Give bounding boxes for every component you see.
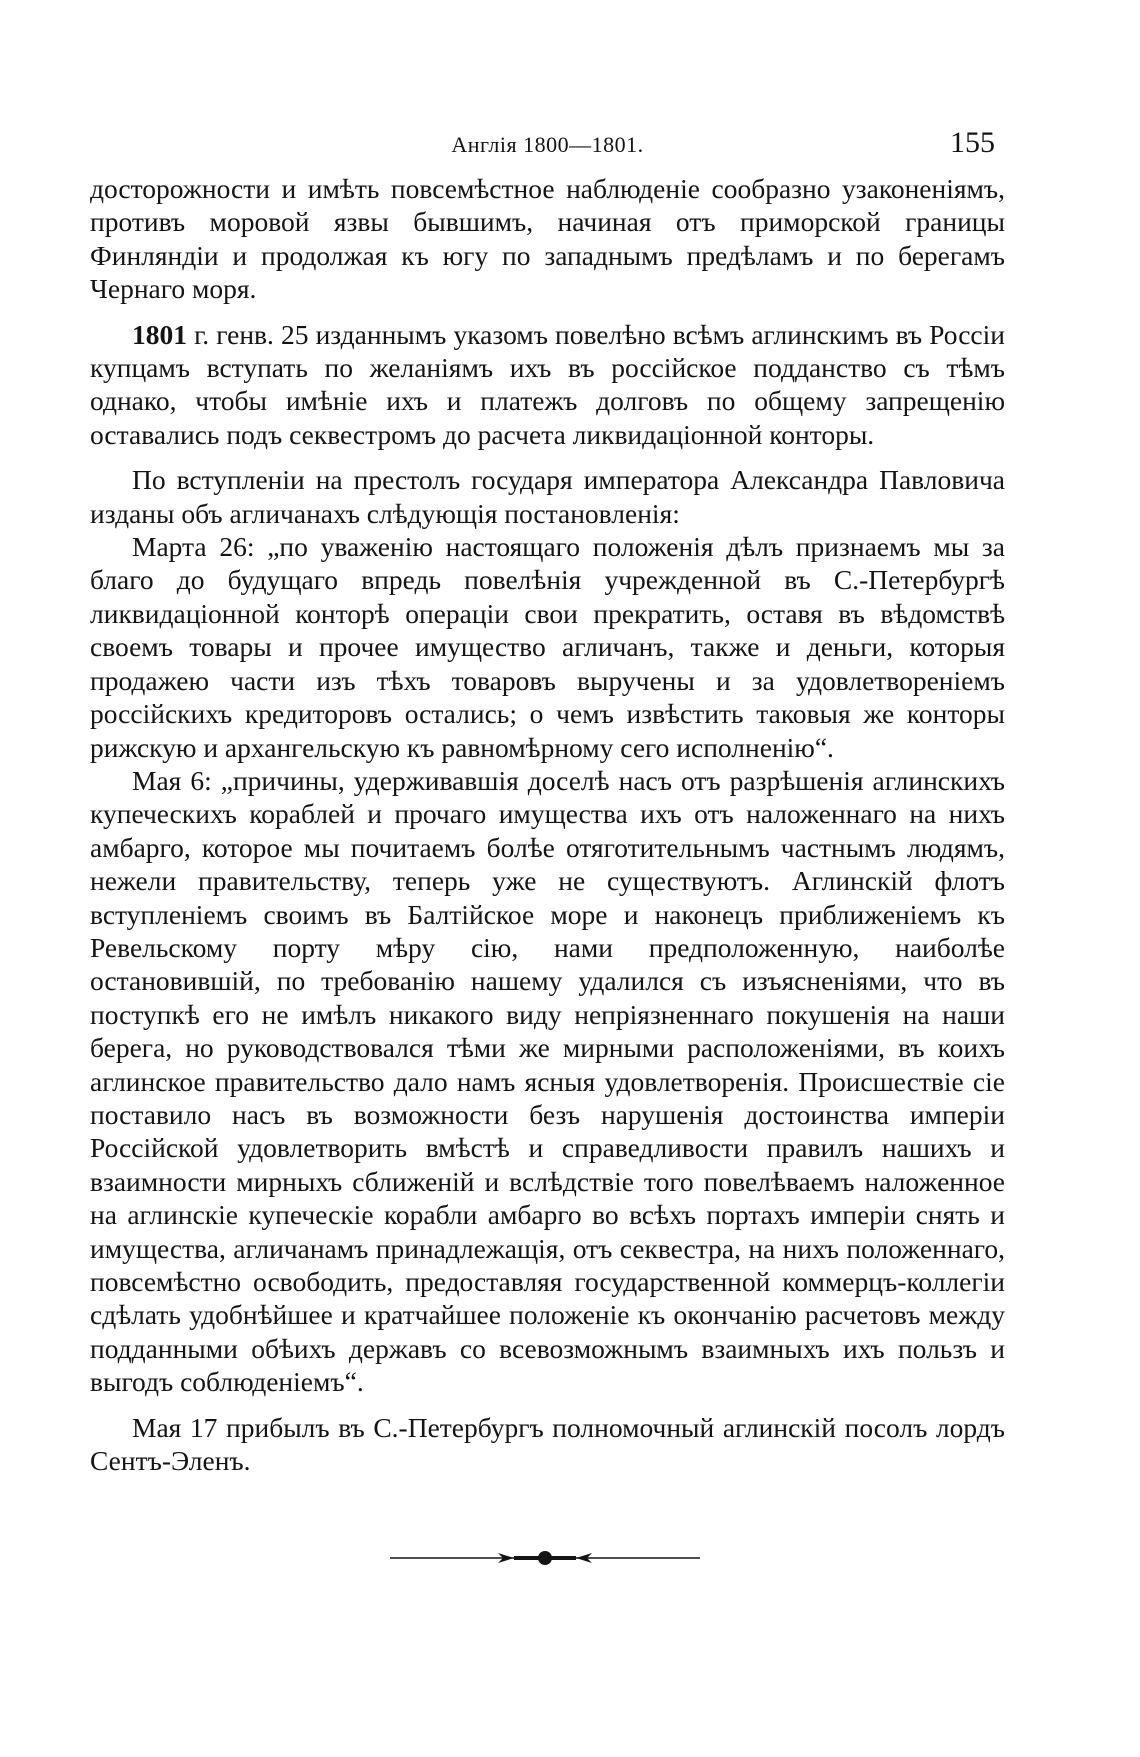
paragraph-may-6 xyxy=(90,764,1005,1399)
paragraph-accession xyxy=(90,463,1005,530)
paragraph-continuation xyxy=(90,172,1005,306)
paragraph-text: досторожности и имѣть повсемѣстное наблюденіе сообразно узаконеніямъ, противъ моровой язвы бывшимъ, начиная отъ приморской границы Финляндіи и продолжая къ югу по западнымъ предѣламъ и по берегамъ Чернаго моря. xyxy=(90,173,1005,305)
paragraph-may-17 xyxy=(90,1411,1005,1478)
paragraph-decree-1801 xyxy=(90,318,1005,452)
paragraph-text: Мая 6: „причины, удерживавшія доселѣ насъ отъ разрѣшенія аглинскихъ купеческихъ кораблей и прочаго имущества ихъ отъ наложеннаго на нихъ амбарго, которое мы почитаемъ болѣе отяготительнымъ частнымъ людямъ, нежели правительству, теперь уже не существуютъ. Аглинскій флотъ вступленіемъ своимъ въ Балтійское море и наконецъ приближеніемъ къ Ревельскому порту мѣру сію, нами предположенную, наиболѣе остановившій, по требованію нашему удалился съ изъясненіями, что въ поступкѣ его не имѣлъ никакого виду непріязненнаго покушенія на наши берега, но руководствовался тѣми же мирными расположеніями, въ коихъ аглинское правительство дало намъ ясныя удовлетворенія. Происшествіе сіе поставило насъ въ возможности безъ нарушенія достоинства имперіи Россійской удовлетворить вмѣстѣ и справедливости правилъ нашихъ и взаимности мирныхъ сближеній и вслѣдствіе того повелѣваемъ наложенное на аглинскіе купеческіе корабли амбарго во всѣхъ портахъ имперіи снять и имущества, агличанамъ принадлежащія, отъ секвестра, на нихъ положеннаго, повсемѣстно освободить, предоставляя государственной коммерцъ-коллегіи сдѣлать удобнѣйшее и кратчайшее положеніе къ окончанію расчетовъ между подданными обѣихъ державъ со всевозможнымъ взаимныхъ ихъ пользъ и выгодъ соблюденіемъ“. xyxy=(90,764,1005,1398)
running-title: Англія 1800—1801. xyxy=(451,132,644,157)
year-heading: 1801 xyxy=(132,318,187,350)
paragraph-march-26 xyxy=(90,530,1005,764)
paragraph-text: По вступленіи на престолъ государя императора Александра Павловича изданы объ агличанахъ слѣдующія постановленія: xyxy=(90,464,1005,529)
page-number: 155 xyxy=(950,126,995,159)
ornamental-rule-icon xyxy=(390,1546,700,1570)
paragraph-text: Мая 17 прибылъ въ С.-Петербургъ полномочный аглинскій посолъ лордъ Сентъ-Эленъ. xyxy=(90,1411,1005,1477)
body-text xyxy=(90,172,1005,1477)
running-header xyxy=(90,124,1005,164)
paragraph-text: Марта 26: „по уваженію настоящаго положенія дѣлъ признаемъ мы за благо до будущаго впредь повелѣнія учрежденной въ С.-Петербургѣ ликвидаціонной конторѣ операціи свои прекратить, оставя въ вѣдомствѣ своемъ товары и прочее имущество агличанъ, также и деньги, которыя продажею части изъ тѣхъ товаровъ выручены и за удовлетвореніемъ россійскихъ кредиторовъ остались; о чемъ извѣстить таковыя же конторы рижскую и архангельскую къ равномѣрному сего исполненію“. xyxy=(90,531,1005,763)
paragraph-text: г. генв. 25 изданнымъ указомъ повелѣно всѣмъ аглинскимъ въ Россіи купцамъ вступать по желаніямъ ихъ въ россійское подданство съ тѣмъ однако, чтобы имѣніе ихъ и платежъ долговъ по общему запрещенію оставались подъ секвестромъ до расчета ликвидаціонной конторы. xyxy=(90,318,1005,450)
document-page xyxy=(90,0,1005,1757)
